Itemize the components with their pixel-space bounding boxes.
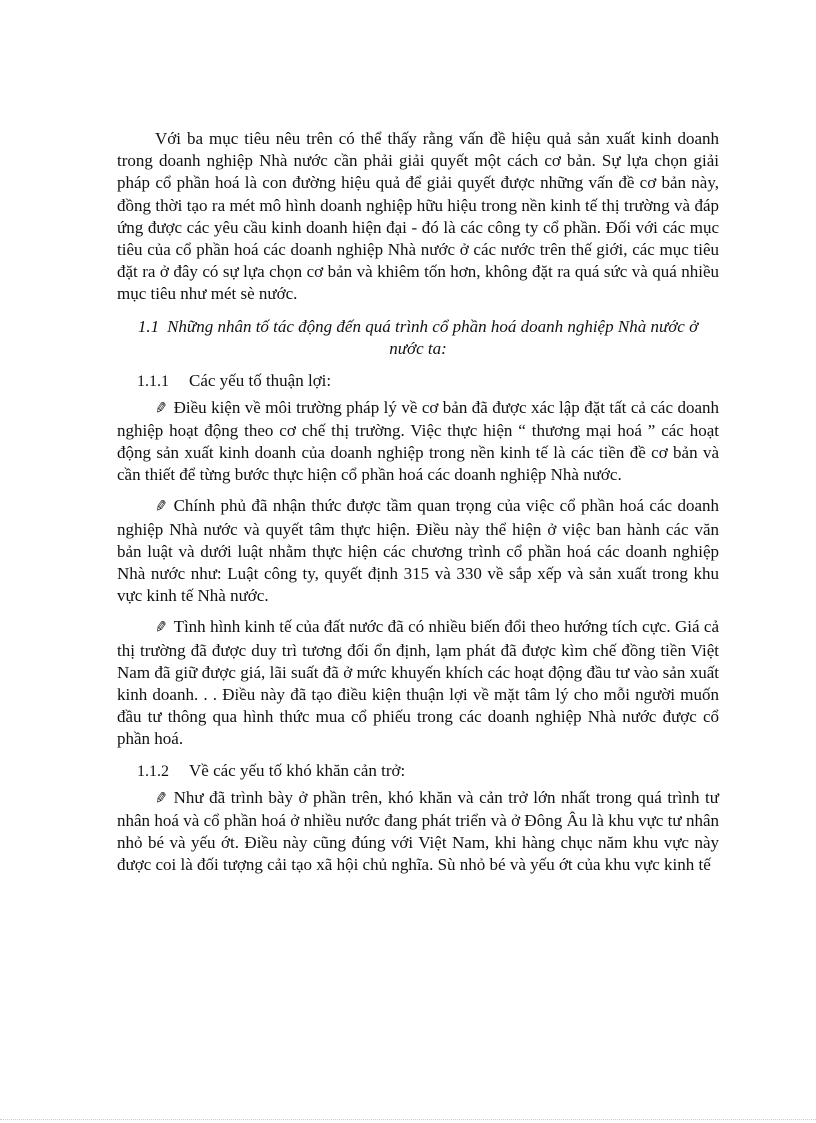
section-number: 1.1 xyxy=(137,316,160,336)
list-item: ✎ Chính phủ đã nhận thức được tầm quan trọng của việc cổ phần hoá các doanh nghiệp Nhà nước và quyết tâm thực hiện. Điều này thể hiện ở việc ban hành các văn bản luật và dưới luật nhằm thực hiện các chương trình cổ phần hoá các doanh nghiệp Nhà nước như: Luật công ty, quyết định 315 và 330 về sắp xếp và sản xuất trong khu vực kinh tế Nhà nước. xyxy=(117,496,719,606)
section-title: Các yếu tố thuận lợi: xyxy=(189,370,332,390)
document-page xyxy=(117,128,719,876)
page-bottom-border xyxy=(0,1119,816,1121)
list-item: ✎ Tình hình kinh tế của đất nước đã có nhiều biến đổi theo hướng tích cực. Giá cả thị trường đã được duy trì tương đối ổn định, lạm phát đã được kìm chế đồng tiền Việt Nam đã giữ được giá, lãi suất đã ở mức khuyến khích các hoạt động đầu tư vào sản xuất kinh doanh. . . Điều này đã tạo điều kiện thuận lợi về mặt tâm lý cho mỗi người muốn đầu tư thông qua hình thức mua cổ phiếu trong các doanh nghiệp Nhà nước được cổ phần hoá. xyxy=(117,617,719,749)
section-heading-1-1-2 xyxy=(117,760,719,783)
section-title: Những nhân tố tác động đến quá trình cổ phần hoá doanh nghiệp Nhà nước ở nước ta: xyxy=(167,316,699,358)
section-number: 1.1.1 xyxy=(137,372,169,390)
list-item: ✎ Điều kiện về môi trường pháp lý về cơ bản đã được xác lập đặt tất cả các doanh nghiệp hoạt động theo cơ chế thị trường. Việc thực hiện “ thương mại hoá ” các hoạt động sản xuất kinh doanh của doanh nghiệp trong nền kinh tế là các tiền đề cơ bản và cần thiết để từng bước thực hiện cổ phần hoá các doanh nghiệp Nhà nước. xyxy=(117,397,719,485)
section-title: Về các yếu tố khó khăn cản trở: xyxy=(189,760,406,780)
intro-paragraph: Với ba mục tiêu nêu trên có thể thấy rằng vấn đề hiệu quả sản xuất kinh doanh trong doanh nghiệp Nhà nước cần phải giải quyết một cách cơ bản. Sự lựa chọn giải pháp cổ phần hoá là con đường hiệu quả để giải quyết được những vấn đề cơ bản này, đồng thời tạo ra mét mô hình doanh nghiệp hữu hiệu trong nền kinh tế thị trường và đáp ứng được các yêu cầu kinh doanh hiện đại - đó là các công ty cổ phần. Đối với các mục tiêu của cổ phần hoá các doanh nghiệp Nhà nước ở các nước trên thế giới, các mục tiêu đặt ra ở đây có sự lựa chọn cơ bản và khiêm tốn hơn, không đặt ra quá sức và quá nhiều mục tiêu như mét sè nước. xyxy=(117,129,719,304)
pencil-icon: ✎ xyxy=(153,498,169,517)
list-item: ✎ Như đã trình bày ở phần trên, khó khăn và cản trở lớn nhất trong quá trình tư nhân hoá và cổ phần hoá ở nhiều nước đang phát triển và ở Đông Âu là khu vực tư nhân nhỏ bé và yếu ớt. Điều này cũng đúng với Việt Nam, khi hàng chục năm khu vực này được coi là đối tượng cải tạo xã hội chủ nghĩa. Sù nhỏ bé và yếu ớt của khu vực kinh tế xyxy=(117,787,719,875)
section-heading-1-1-1 xyxy=(117,370,719,393)
pencil-icon: ✎ xyxy=(153,619,169,638)
pencil-icon: ✎ xyxy=(153,399,169,418)
pencil-icon: ✎ xyxy=(153,789,169,808)
section-number: 1.1.2 xyxy=(137,762,169,780)
section-heading-1-1 xyxy=(117,316,719,360)
